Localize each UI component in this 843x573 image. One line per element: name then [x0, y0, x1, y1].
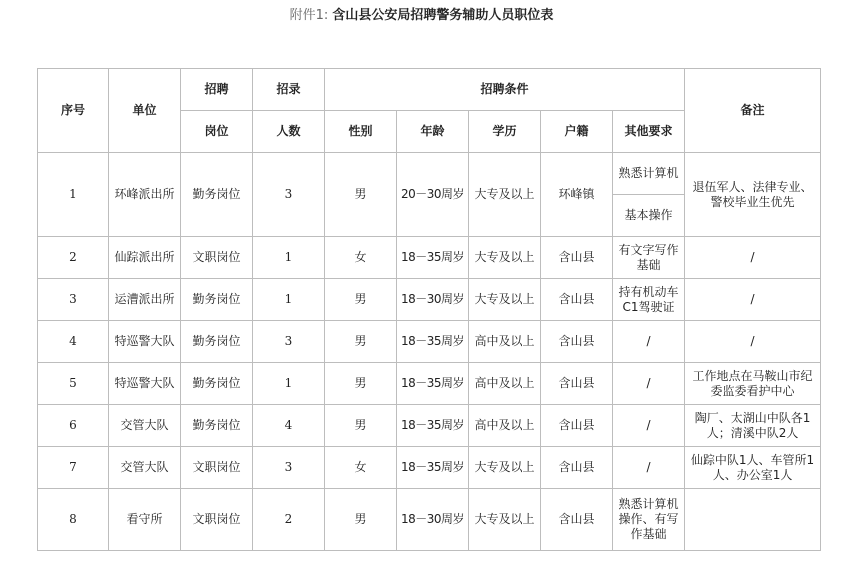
cell-remarks: /: [685, 321, 821, 363]
table-row: [38, 363, 821, 405]
cell-education: 大专及以上: [469, 447, 541, 489]
cell-education: 高中及以上: [469, 405, 541, 447]
header-zhaolu: 招录: [253, 69, 325, 111]
header-seq: 序号: [38, 69, 109, 153]
remarks-line: 人、办公室1人: [712, 467, 793, 482]
cell-count: 3: [253, 153, 325, 237]
header-row-1: [38, 69, 821, 111]
cell-unit: 看守所: [109, 489, 181, 551]
cell-hukou: 含山县: [541, 321, 613, 363]
cell-seq: 1: [38, 153, 109, 237]
cell-post: 文职岗位: [181, 489, 253, 551]
cell-age: 18－35周岁: [397, 447, 469, 489]
cell-unit: 交管大队: [109, 405, 181, 447]
cell-unit: 交管大队: [109, 447, 181, 489]
cell-post: 勤务岗位: [181, 321, 253, 363]
cell-remarks: [685, 447, 821, 489]
table-row: [38, 321, 821, 363]
cell-post: 文职岗位: [181, 447, 253, 489]
other-line: 作基础: [630, 527, 667, 541]
cell-age: 18－35周岁: [397, 363, 469, 405]
cell-age: 20－30周岁: [397, 153, 469, 237]
cell-count: 2: [253, 489, 325, 551]
cell-gender: 男: [325, 321, 397, 363]
header-unit: 单位: [109, 69, 181, 153]
cell-education: 大专及以上: [469, 153, 541, 237]
positions-table: [37, 68, 821, 551]
table-row: [38, 153, 821, 195]
header-post: 岗位: [181, 111, 253, 153]
cell-remarks: /: [685, 279, 821, 321]
remarks-line: 警校毕业生优先: [710, 194, 795, 209]
remarks-line: 委监委看护中心: [710, 383, 795, 398]
cell-post: 勤务岗位: [181, 363, 253, 405]
cell-age: 18－30周岁: [397, 279, 469, 321]
other-line: 有文字写作: [618, 242, 679, 257]
cell-other: 熟悉计算机: [613, 153, 685, 195]
cell-seq: 2: [38, 237, 109, 279]
cell-education: 大专及以上: [469, 237, 541, 279]
cell-age: 18－35周岁: [397, 237, 469, 279]
remarks-line: 工作地点在马鞍山市纪: [692, 368, 813, 383]
cell-gender: 男: [325, 489, 397, 551]
title-main: 含山县公安局招聘警务辅助人员职位表: [332, 8, 554, 23]
remarks-line: 仙踪中队1人、车管所1: [690, 452, 815, 467]
remarks-line: 陶厂、太湖山中队各1: [694, 410, 811, 425]
header-zhaopin: 招聘: [181, 69, 253, 111]
cell-remarks: [685, 405, 821, 447]
header-gender: 性别: [325, 111, 397, 153]
cell-age: 18－30周岁: [397, 489, 469, 551]
header-hukou: 户籍: [541, 111, 613, 153]
cell-education: 高中及以上: [469, 321, 541, 363]
cell-gender: 女: [325, 447, 397, 489]
title-prefix: 附件1:: [289, 8, 329, 23]
cell-gender: 女: [325, 237, 397, 279]
cell-count: 3: [253, 321, 325, 363]
other-line: 基础: [636, 257, 661, 272]
cell-hukou: 含山县: [541, 237, 613, 279]
header-count: 人数: [253, 111, 325, 153]
cell-other: [613, 237, 685, 279]
cell-other: /: [613, 447, 685, 489]
cell-hukou: 含山县: [541, 447, 613, 489]
cell-count: 1: [253, 363, 325, 405]
cell-other: /: [613, 321, 685, 363]
cell-seq: 8: [38, 489, 109, 551]
cell-education: 高中及以上: [469, 363, 541, 405]
other-line: 持有机动车: [618, 284, 679, 299]
header-conditions: 招聘条件: [325, 69, 685, 111]
cell-seq: 7: [38, 447, 109, 489]
cell-unit: 环峰派出所: [109, 153, 181, 237]
cell-gender: 男: [325, 405, 397, 447]
cell-remarks: [685, 153, 821, 237]
other-line: C1驾驶证: [622, 299, 675, 314]
cell-post: 文职岗位: [181, 237, 253, 279]
cell-other: 基本操作: [613, 195, 685, 237]
cell-hukou: 含山县: [541, 405, 613, 447]
header-education: 学历: [469, 111, 541, 153]
table-row: [38, 489, 821, 551]
cell-seq: 5: [38, 363, 109, 405]
cell-remarks: [685, 489, 821, 551]
cell-hukou: 含山县: [541, 279, 613, 321]
table-row: [38, 447, 821, 489]
other-line: 操作、有写: [618, 512, 679, 526]
cell-hukou: 环峰镇: [541, 153, 613, 237]
header-other: 其他要求: [613, 111, 685, 153]
table-row: [38, 405, 821, 447]
table-row: [38, 279, 821, 321]
cell-count: 4: [253, 405, 325, 447]
remarks-line: 人；清溪中队2人: [706, 425, 799, 440]
cell-hukou: 含山县: [541, 489, 613, 551]
other-line: 熟悉计算机: [618, 497, 679, 511]
cell-other: /: [613, 363, 685, 405]
cell-count: 1: [253, 237, 325, 279]
cell-post: 勤务岗位: [181, 153, 253, 237]
cell-unit: 仙踪派出所: [109, 237, 181, 279]
cell-seq: 6: [38, 405, 109, 447]
cell-other: [613, 279, 685, 321]
cell-education: 大专及以上: [469, 489, 541, 551]
cell-gender: 男: [325, 279, 397, 321]
cell-hukou: 含山县: [541, 363, 613, 405]
cell-gender: 男: [325, 153, 397, 237]
cell-seq: 3: [38, 279, 109, 321]
cell-gender: 男: [325, 363, 397, 405]
cell-education: 大专及以上: [469, 279, 541, 321]
table-row: [38, 237, 821, 279]
cell-seq: 4: [38, 321, 109, 363]
cell-remarks: /: [685, 237, 821, 279]
cell-count: 3: [253, 447, 325, 489]
cell-count: 1: [253, 279, 325, 321]
header-age: 年龄: [397, 111, 469, 153]
cell-post: 勤务岗位: [181, 279, 253, 321]
cell-post: 勤务岗位: [181, 405, 253, 447]
cell-age: 18－35周岁: [397, 405, 469, 447]
header-remarks: 备注: [685, 69, 821, 153]
cell-age: 18－35周岁: [397, 321, 469, 363]
remarks-line: 退伍军人、法律专业、: [692, 179, 813, 194]
cell-unit: 运漕派出所: [109, 279, 181, 321]
document-title: [0, 5, 843, 27]
cell-other: /: [613, 405, 685, 447]
cell-other: [613, 489, 685, 551]
cell-unit: 特巡警大队: [109, 321, 181, 363]
cell-unit: 特巡警大队: [109, 363, 181, 405]
cell-remarks: [685, 363, 821, 405]
